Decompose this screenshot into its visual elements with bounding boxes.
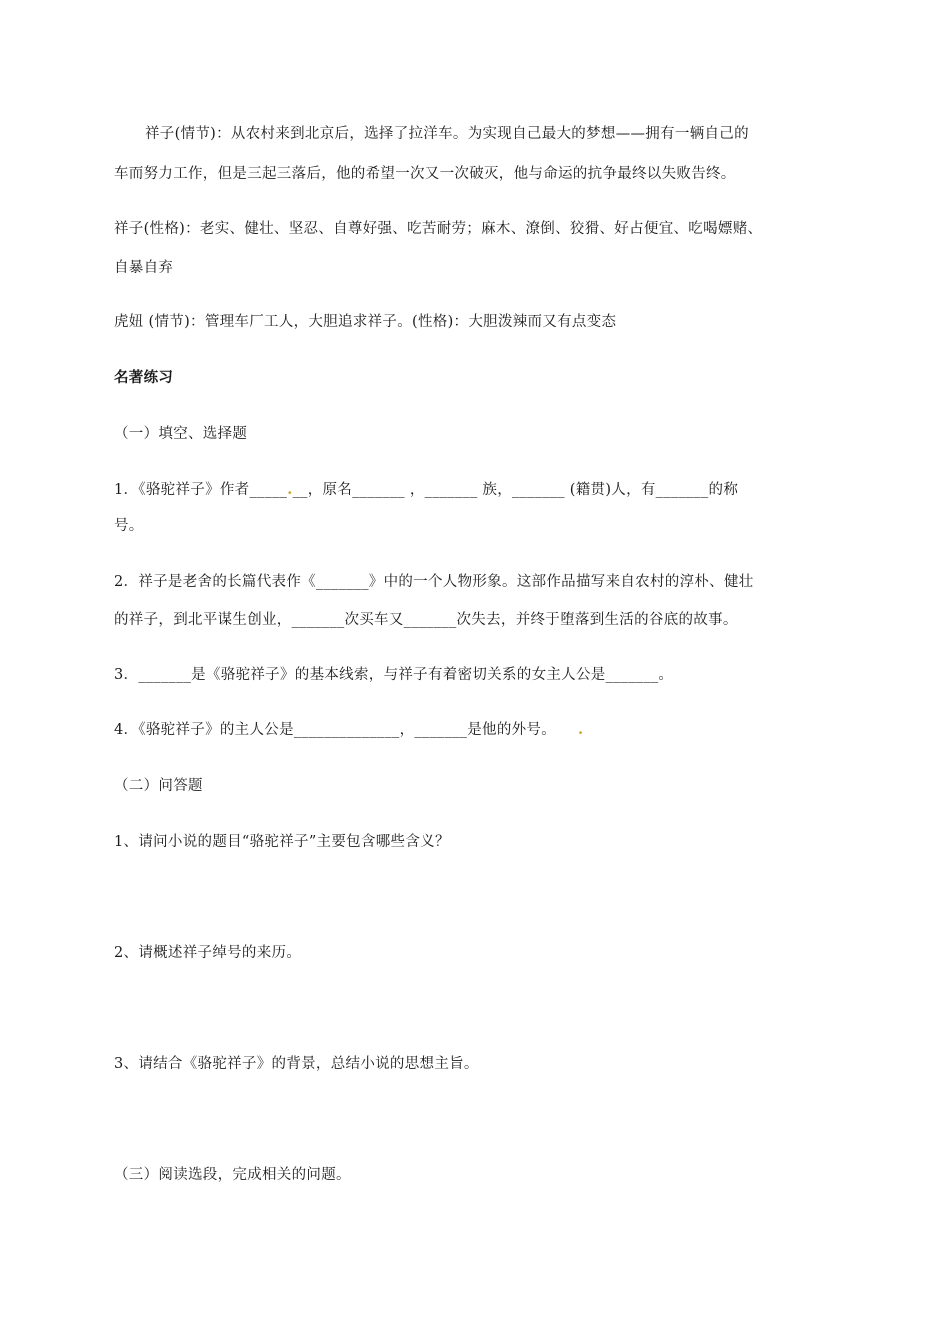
section-title: 名著练习	[114, 369, 174, 386]
qa-question-3: 3、请结合《骆驼祥子》的背景，总结小说的思想主旨。	[114, 1056, 479, 1072]
question-4-text: 4．《骆驼祥子》的主人公是______________，_______是他的外号。	[114, 722, 557, 738]
question-4	[114, 720, 583, 740]
question-1-text-b: __，原名_______ ，_______ 族，_______ (籍贯)人，有_______的称	[292, 482, 739, 498]
huniu-description: 虎妞 (情节)：管理车厂工人，大胆追求祥子。(性格)：大胆泼辣而又有点变态	[114, 314, 617, 330]
part2-heading: （二）问答题	[114, 778, 203, 794]
character-xiangzi-line2: 自暴自弃	[114, 260, 174, 276]
mark-dot: .	[287, 481, 293, 498]
mark-dot: .	[578, 721, 584, 738]
question-2-line2: 的祥子，到北平谋生创业，_______次买车又_______次失去，并终于堕落到生活的谷底的故事。	[114, 612, 738, 628]
character-xiangzi-line1: 祥子(性格)：老实、健壮、坚忍、自尊好强、吃苦耐劳；麻木、潦倒、狡猾、好占便宜、吃喝嫖赌、	[114, 221, 763, 237]
question-3: 3．_______是《骆驼祥子》的基本线索，与祥子有着密切关系的女主人公是_______。	[114, 667, 674, 683]
qa-question-2: 2、请概述祥子绰号的来历。	[114, 945, 302, 961]
question-2-line1: 2．祥子是老舍的长篇代表作《_______》中的一个人物形象。这部作品描写来自农村的淳朴、健壮	[114, 574, 754, 590]
question-1-line1	[114, 480, 738, 500]
plot-xiangzi-line1: 祥子(情节)：从农村来到北京后，选择了拉洋车。为实现自己最大的梦想——拥有一辆自己的	[145, 126, 749, 142]
question-1-line2: 号。	[114, 518, 144, 534]
question-1-text-a: 1．《骆驼祥子》作者_____	[114, 482, 288, 498]
part1-heading: （一）填空、选择题	[114, 426, 248, 442]
qa-question-1: 1、请问小说的题目“骆驼祥子”主要包含哪些含义？	[114, 834, 450, 850]
plot-xiangzi-line2: 车而努力工作，但是三起三落后，他的希望一次又一次破灭，他与命运的抗争最终以失败告终。	[114, 166, 736, 182]
part3-heading: （三）阅读选段，完成相关的问题。	[114, 1167, 351, 1183]
